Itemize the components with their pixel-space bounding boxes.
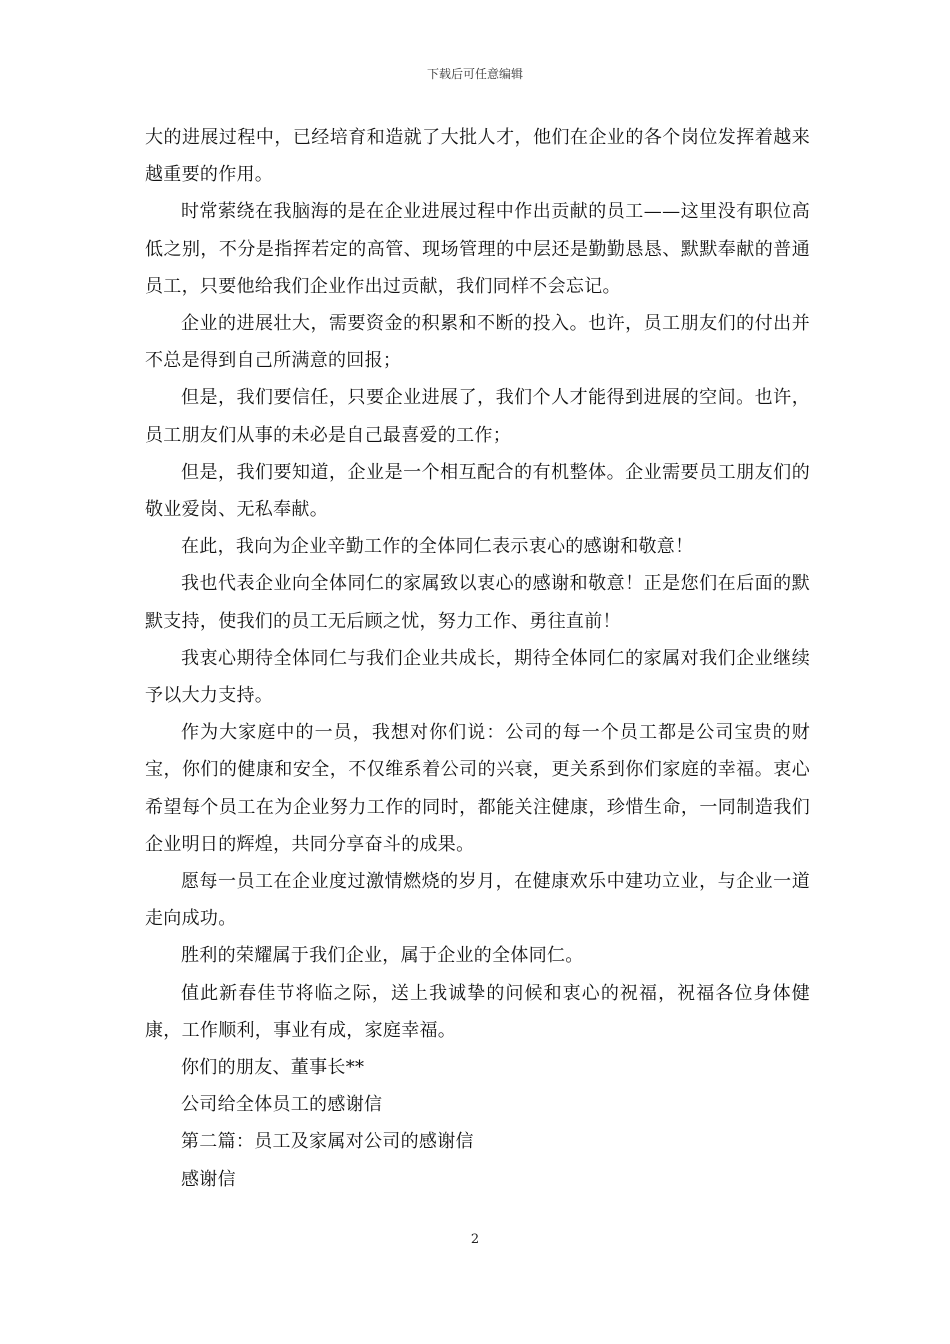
letter-title: 公司给全体员工的感谢信 <box>181 1094 383 1116</box>
paragraph-3: 企业的进展壮大，需要资金的积累和不断的投入。也许，员工朋友们的付出并不总是得到自己所满意的回报； <box>145 313 810 372</box>
page-number: 2 <box>470 1232 480 1247</box>
paragraph-5: 但是，我们要知道，企业是一个相互配合的有机整体。企业需要员工朋友们的敬业爱岗、无私奉献。 <box>145 461 810 521</box>
paragraph-1: 大的进展过程中，已经培育和造就了大批人才，他们在企业的各个岗位发挥着越来越重要的作用。 <box>145 127 810 186</box>
paragraph-6: 在此，我向为企业辛勤工作的全体同仁表示衷心的感谢和敬意！ <box>181 536 694 558</box>
signature-line: 你们的朋友、董事长** <box>181 1057 365 1079</box>
paragraph-4: 但是，我们要信任，只要企业进展了，我们个人才能得到进展的空间。也许，员工朋友们从事的未必是自己最喜爱的工作； <box>145 387 810 446</box>
paragraph-11: 胜利的荣耀属于我们企业，属于企业的全体同仁。 <box>181 945 584 967</box>
paragraph-9: 作为大家庭中的一员，我想对你们说：公司的每一个员工都是公司宝贵的财宝，你们的健康和安全，不仅维系着公司的兴衰，更关系到你们家庭的幸福。衷心希望每个员工在为企业努力工作的同时，都能关注健康，珍惜生命，一同制造我们企业明日的辉煌，共同分享奋斗的成果。 <box>145 722 810 855</box>
paragraph-7: 我也代表企业向全体同仁的家属致以衷心的感谢和敬意！正是您们在后面的默默支持，使我们的员工无后顾之忧，努力工作、勇往直前！ <box>145 573 810 632</box>
section-subheading: 感谢信 <box>181 1168 236 1190</box>
section-heading: 第二篇：员工及家属对公司的感谢信 <box>181 1131 474 1153</box>
paragraph-2: 时常萦绕在我脑海的是在企业进展过程中作出贡献的员工——这里没有职位高低之别，不分是指挥若定的高管、现场管理的中层还是勤勤恳恳、默默奉献的普通员工，只要他给我们企业作出过贡献，我们同样不会忘记。 <box>145 201 810 297</box>
paragraph-12: 值此新春佳节将临之际，送上我诚挚的问候和衷心的祝福，祝福各位身体健康，工作顺利，事业有成，家庭幸福。 <box>145 982 810 1041</box>
document-body <box>145 119 810 1198</box>
paragraph-10: 愿每一员工在企业度过激情燃烧的岁月，在健康欢乐中建功立业，与企业一道走向成功。 <box>145 871 810 930</box>
page-header: 下载后可任意编辑 <box>426 67 523 81</box>
paragraph-8: 我衷心期待全体同仁与我们企业共成长，期待全体同仁的家属对我们企业继续予以大力支持。 <box>145 647 810 707</box>
